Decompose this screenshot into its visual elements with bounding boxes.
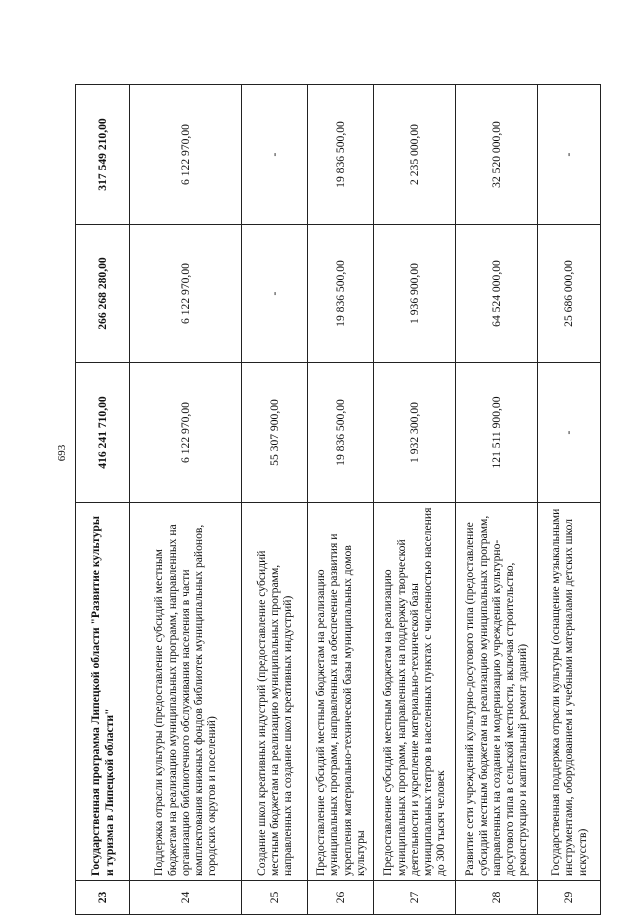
table-row xyxy=(76,85,130,915)
value-year-2: 25 686 000,00 xyxy=(538,225,601,363)
value-year-3: 6 122 970,00 xyxy=(130,85,242,225)
value-year-1: 416 241 710,00 xyxy=(76,363,130,503)
budget-table-sheet xyxy=(75,85,600,915)
value-year-2: 1 936 900,00 xyxy=(374,225,456,363)
table-row xyxy=(130,85,242,915)
row-description: Предоставление субсидий местным бюджетам на реализацию муниципальных программ, направленных на поддержку творческой деятельности и укрепление материально-технической базы муниципальных театров в населенных пунктах с численностью населения до 300 тысяч человек xyxy=(374,503,456,881)
value-year-3: - xyxy=(242,85,308,225)
value-year-1: 55 307 900,00 xyxy=(242,363,308,503)
table-row xyxy=(374,85,456,915)
table-row xyxy=(456,85,538,915)
row-number: 24 xyxy=(130,881,242,915)
table-row xyxy=(242,85,308,915)
value-year-3: 317 549 210,00 xyxy=(76,85,130,225)
value-year-2: 6 122 970,00 xyxy=(130,225,242,363)
row-description: Предоставление субсидий местным бюджетам на реализацию муниципальных программ, направленных на обеспечение развития и укрепления материально-технической базы муниципальных домов культуры xyxy=(308,503,374,881)
value-year-1: 1 932 300,00 xyxy=(374,363,456,503)
row-number: 29 xyxy=(538,881,601,915)
value-year-1: 121 511 900,00 xyxy=(456,363,538,503)
value-year-2: - xyxy=(242,225,308,363)
row-description: Создание школ креативных индустрий (предоставление субсидий местным бюджетам на реализацию муниципальных программ, направленных на создание школ креативных индустрий) xyxy=(242,503,308,881)
row-number: 28 xyxy=(456,881,538,915)
value-year-3: 19 836 500,00 xyxy=(308,85,374,225)
table-row xyxy=(308,85,374,915)
value-year-2: 266 268 280,00 xyxy=(76,225,130,363)
value-year-2: 64 524 000,00 xyxy=(456,225,538,363)
row-number: 25 xyxy=(242,881,308,915)
table-row xyxy=(538,85,601,915)
row-number: 26 xyxy=(308,881,374,915)
table-body xyxy=(76,85,601,915)
budget-table xyxy=(75,84,601,915)
value-year-3: - xyxy=(538,85,601,225)
row-number: 23 xyxy=(76,881,130,915)
value-year-3: 2 235 000,00 xyxy=(374,85,456,225)
value-year-1: - xyxy=(538,363,601,503)
value-year-1: 6 122 970,00 xyxy=(130,363,242,503)
page-number: 693 xyxy=(56,444,68,462)
row-number: 27 xyxy=(374,881,456,915)
row-description: Развитие сети учреждений культурно-досугового типа (предоставление субсидий местным бюджетам на реализацию муниципальных программ, направленных на создание и модернизацию учреждений культурно-досугового типа в сельской местности, включая строительство, реконструкцию и капитальный ремонт зданий) xyxy=(456,503,538,881)
value-year-1: 19 836 500,00 xyxy=(308,363,374,503)
value-year-2: 19 836 500,00 xyxy=(308,225,374,363)
row-description: Государственная программа Липецкой области "Развитие культуры и туризма в Липецкой области" xyxy=(76,503,130,881)
row-description: Государственная поддержка отрасли культуры (оснащение музыкальными инструментами, оборудованием и учебными материалами детских школ искусств) xyxy=(538,503,601,881)
value-year-3: 32 520 000,00 xyxy=(456,85,538,225)
row-description: Поддержка отрасли культуры (предоставление субсидий местным бюджетам на реализацию муниципальных программ, направленных на организацию библиотечного обслуживания населения в части комплектования книжных фондов библиотек муниципальных районов, городских округов и поселений) xyxy=(130,503,242,881)
